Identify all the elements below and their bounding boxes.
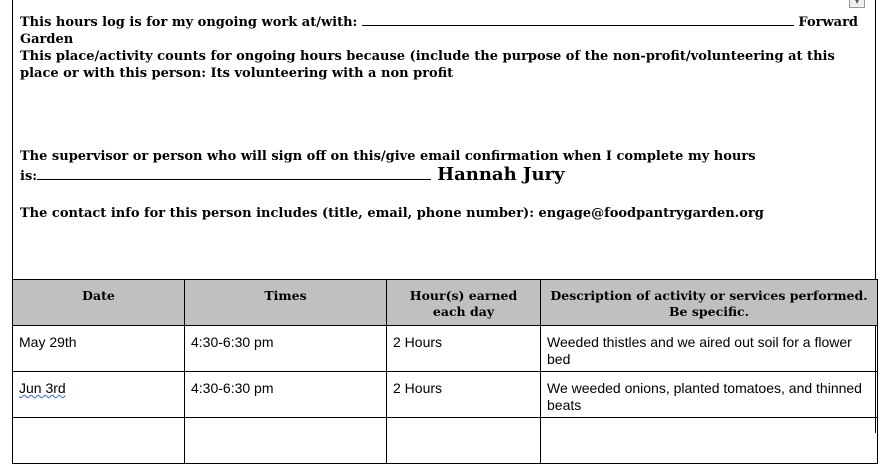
table-row	[13, 418, 878, 464]
supervisor-blank	[37, 167, 431, 180]
workplace-label: This hours log is for my ongoing work at/with:	[20, 15, 358, 30]
cell-description[interactable]: We weeded onions, planted tomatoes, and thinned beats	[541, 372, 878, 418]
cell-times[interactable]	[185, 418, 387, 464]
cell-date[interactable]: May 29th	[13, 326, 185, 372]
supervisor-line	[20, 166, 870, 186]
supervisor-is-label: is:	[20, 169, 38, 184]
scroll-down-icon[interactable]: ▾	[849, 0, 865, 8]
header-times: Times	[185, 280, 387, 326]
intro-section	[20, 13, 870, 82]
supervisor-label: The supervisor or person who will sign off on this/give email confirmation when I complete my hours	[20, 149, 756, 164]
cell-date[interactable]	[13, 372, 185, 418]
header-description: Description of activity or services performed. Be specific.	[541, 280, 878, 326]
cell-hours[interactable]: 2 Hours	[387, 372, 541, 418]
workplace-line	[20, 13, 870, 48]
purpose-text: This place/activity counts for ongoing hours because (include the purpose of the non-profit/volunteering at this place or with this person: Its volunteering with a non profit	[20, 49, 835, 81]
cell-times[interactable]: 4:30-6:30 pm	[185, 372, 387, 418]
supervisor-name: Hannah Jury	[437, 164, 565, 185]
cell-hours[interactable]	[387, 418, 541, 464]
contact-info: The contact info for this person includes (title, email, phone number): engage@foodpantrygarden.org	[20, 206, 764, 221]
cell-description[interactable]	[541, 418, 878, 464]
table-row	[13, 372, 878, 418]
cell-description[interactable]: Weeded thistles and we aired out soil for a flower bed	[541, 326, 878, 372]
cell-times[interactable]: 4:30-6:30 pm	[185, 326, 387, 372]
cell-hours[interactable]: 2 Hours	[387, 326, 541, 372]
table-row	[13, 326, 878, 372]
workplace-blank	[362, 13, 794, 26]
supervisor-section	[20, 148, 870, 186]
cell-date-text: Jun 3rd	[19, 380, 66, 396]
cell-date[interactable]	[13, 418, 185, 464]
hours-log-table	[12, 279, 878, 464]
workplace-value: Forward Garden	[20, 15, 859, 47]
header-hours: Hour(s) earned each day	[387, 280, 541, 326]
header-date: Date	[13, 280, 185, 326]
table-header-row	[13, 280, 878, 326]
